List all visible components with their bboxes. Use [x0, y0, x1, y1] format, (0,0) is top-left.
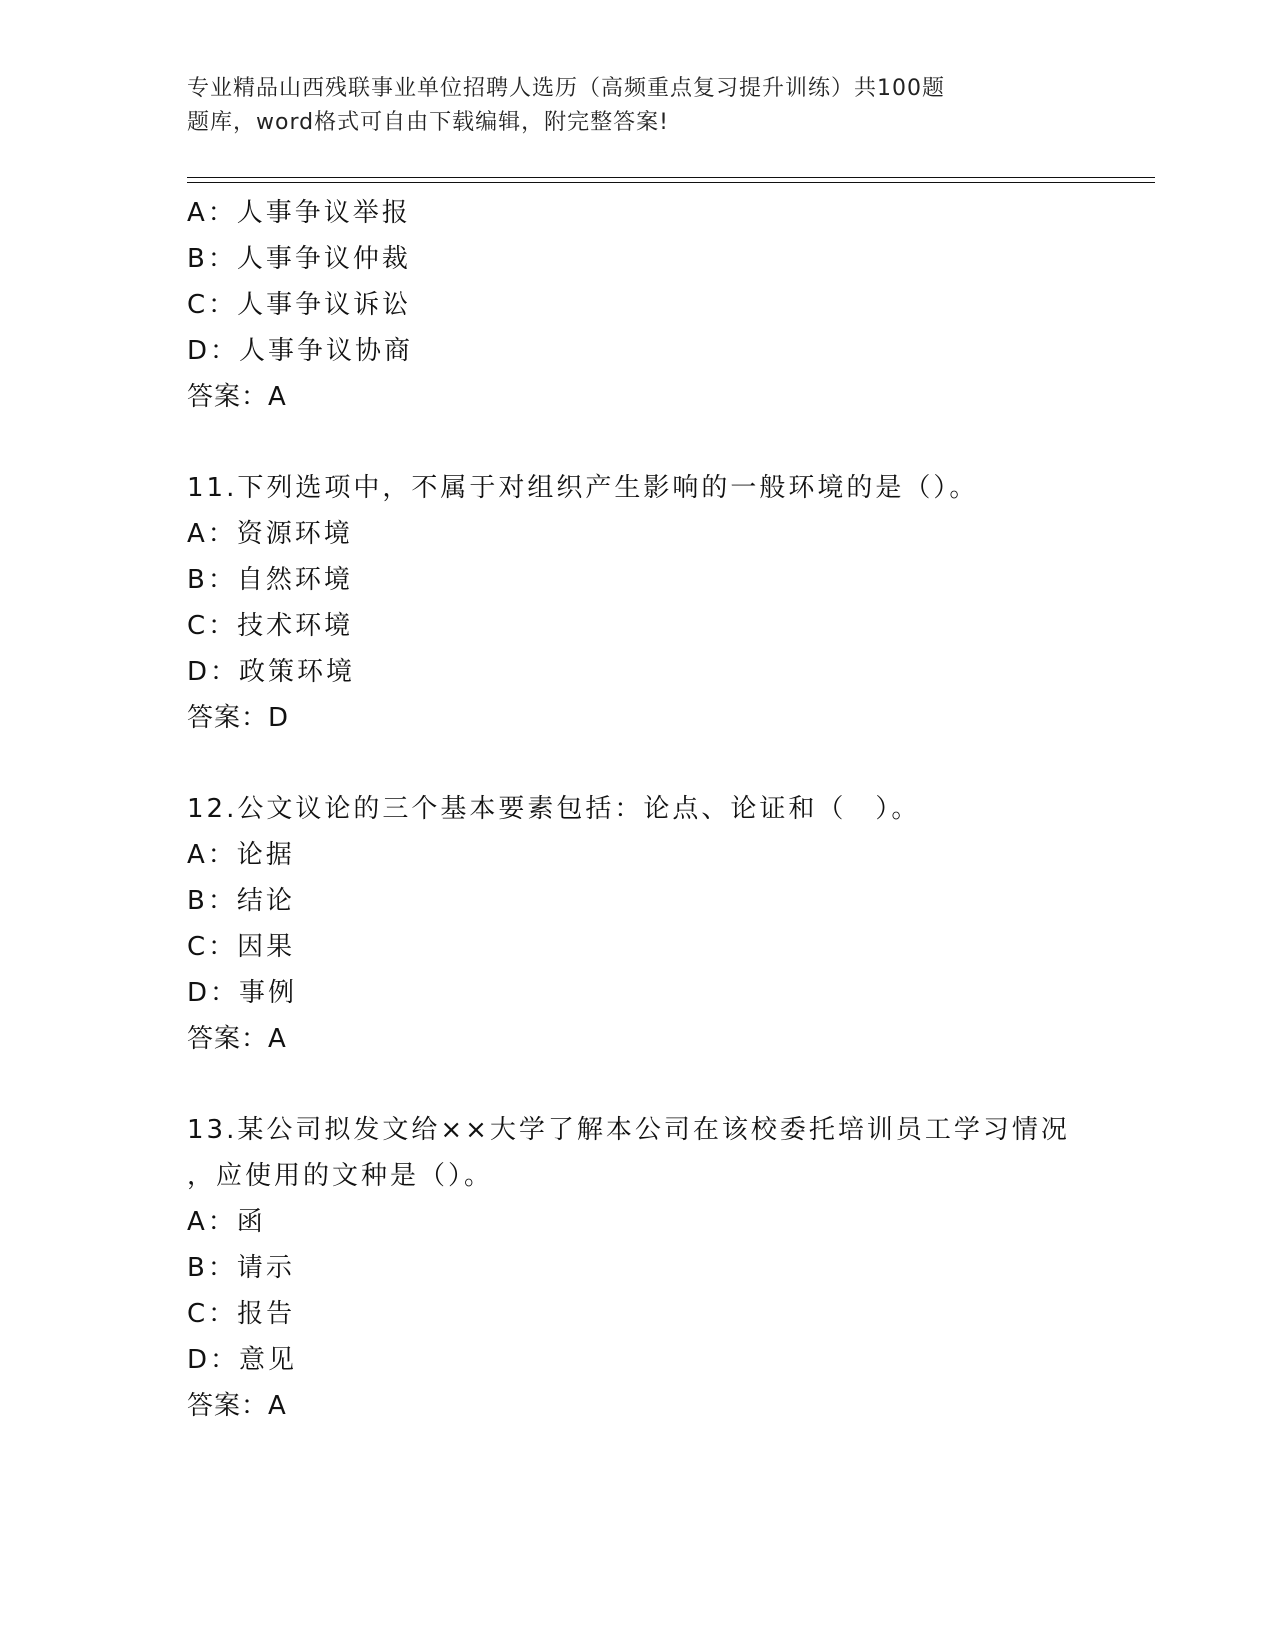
answer-line: 答案：A [187, 1391, 287, 1421]
spacer [187, 420, 1147, 465]
option-d: D：事例 [187, 978, 298, 1008]
option-c: C：技术环境 [187, 611, 354, 641]
question-stem-line-1: 13.某公司拟发文给××大学了解本公司在该校委托培训员工学习情况 [187, 1115, 1070, 1145]
question-stem: 11.下列选项中，不属于对组织产生影响的一般环境的是（）。 [187, 473, 979, 503]
option-d: D：人事争议协商 [187, 336, 414, 366]
option-a: A：函 [187, 1207, 266, 1237]
question-block-10 [187, 190, 1147, 420]
question-stem-line-2: ，应使用的文种是（）。 [187, 1161, 494, 1191]
option-b: B：人事争议仲裁 [187, 244, 411, 274]
header-divider-bottom [187, 182, 1155, 183]
answer-line: 答案：A [187, 382, 287, 412]
spacer [187, 741, 1147, 786]
option-c: C：报告 [187, 1299, 296, 1329]
document-header [187, 72, 1027, 140]
answer-line: 答案：A [187, 1024, 287, 1054]
header-title-line-1: 专业精品山西残联事业单位招聘人选历（高频重点复习提升训练）共100题 [187, 76, 945, 101]
question-stem: 12.公文议论的三个基本要素包括：论点、论证和（ ）。 [187, 794, 921, 824]
option-b: B：结论 [187, 886, 295, 916]
question-block-13 [187, 1107, 1147, 1429]
header-title-line-2: 题库，word格式可自由下载编辑，附完整答案! [187, 110, 669, 135]
option-d: D：意见 [187, 1345, 298, 1375]
question-block-11 [187, 465, 1147, 741]
spacer [187, 1062, 1147, 1107]
answer-line: 答案：D [187, 703, 290, 733]
option-c: C：因果 [187, 932, 296, 962]
question-content [187, 190, 1147, 1429]
option-a: A：人事争议举报 [187, 198, 411, 228]
option-a: A：资源环境 [187, 519, 353, 549]
option-d: D：政策环境 [187, 657, 356, 687]
option-b: B：自然环境 [187, 565, 353, 595]
header-divider-top [187, 177, 1155, 178]
option-b: B：请示 [187, 1253, 295, 1283]
question-block-12 [187, 786, 1147, 1062]
option-c: C：人事争议诉讼 [187, 290, 412, 320]
option-a: A：论据 [187, 840, 295, 870]
